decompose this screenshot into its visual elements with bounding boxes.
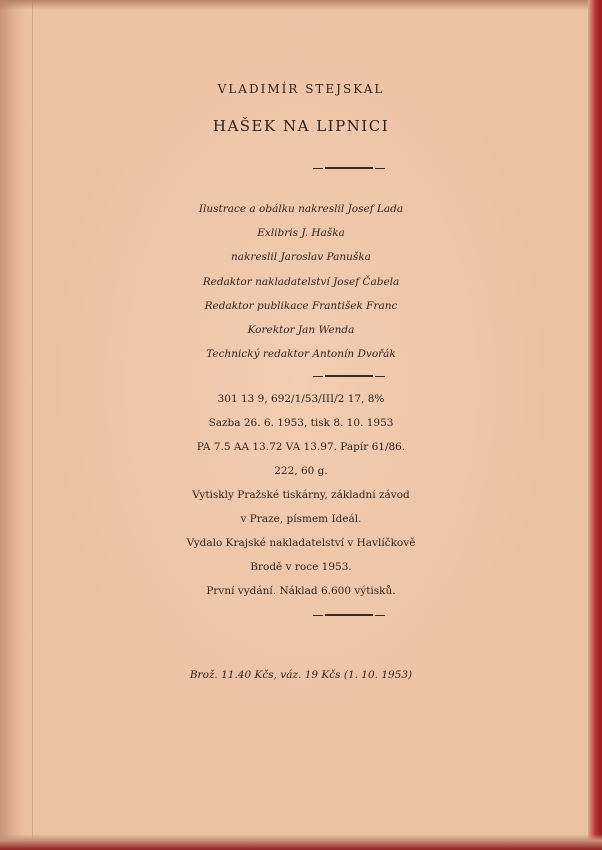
imprint-line: v Praze, písmem Ideál. xyxy=(240,513,362,525)
credit-line: Ilustrace a obálku nakreslil Josef Lada xyxy=(198,203,404,215)
ornament-rule xyxy=(325,614,373,616)
credits-block xyxy=(0,197,602,366)
cover-edge-bottom xyxy=(0,834,602,850)
imprint-line: 301 13 9, 692/1/53/III/2 17, 8% xyxy=(217,393,385,405)
imprint-line: Brodě v roce 1953. xyxy=(250,561,352,573)
credit-line: Exlibris J. Haška xyxy=(257,227,345,240)
imprint-line: Vydalo Krajské nakladatelství v Havlíčkově xyxy=(186,537,416,549)
credit-line: Redaktor publikace František Franc xyxy=(204,299,398,312)
credit-line: Redaktor nakladatelství Josef Čabela xyxy=(202,275,400,288)
credit-line: nakreslil Jaroslav Panuška xyxy=(231,251,371,264)
page-top-edge xyxy=(0,0,602,10)
price-line: Brož. 11.40 Kčs, váz. 19 Kčs (1. 10. 1953) xyxy=(189,669,413,681)
imprint-block xyxy=(0,387,602,603)
credit-line: Technický redaktor Antonín Dvořák xyxy=(206,348,396,361)
imprint-line: PA 7.5 AA 13.72 VA 13.97. Papír 61/86. xyxy=(196,441,406,453)
imprint-line: 222, 60 g. xyxy=(274,465,328,477)
imprint-line: První vydání. Náklad 6.600 výtisků. xyxy=(206,585,396,597)
author-name: VLADIMÍR STEJSKAL xyxy=(217,82,385,96)
book-title: HAŠEK NA LIPNICI xyxy=(212,117,390,135)
ornament-rule xyxy=(325,375,373,377)
imprint-line: Vytiskly Pražské tiskárny, základní závod xyxy=(192,489,410,501)
ornament-rule xyxy=(325,167,373,169)
imprint-line: Sazba 26. 6. 1953, tisk 8. 10. 1953 xyxy=(208,417,394,429)
credit-line: Korektor Jan Wenda xyxy=(247,324,355,337)
